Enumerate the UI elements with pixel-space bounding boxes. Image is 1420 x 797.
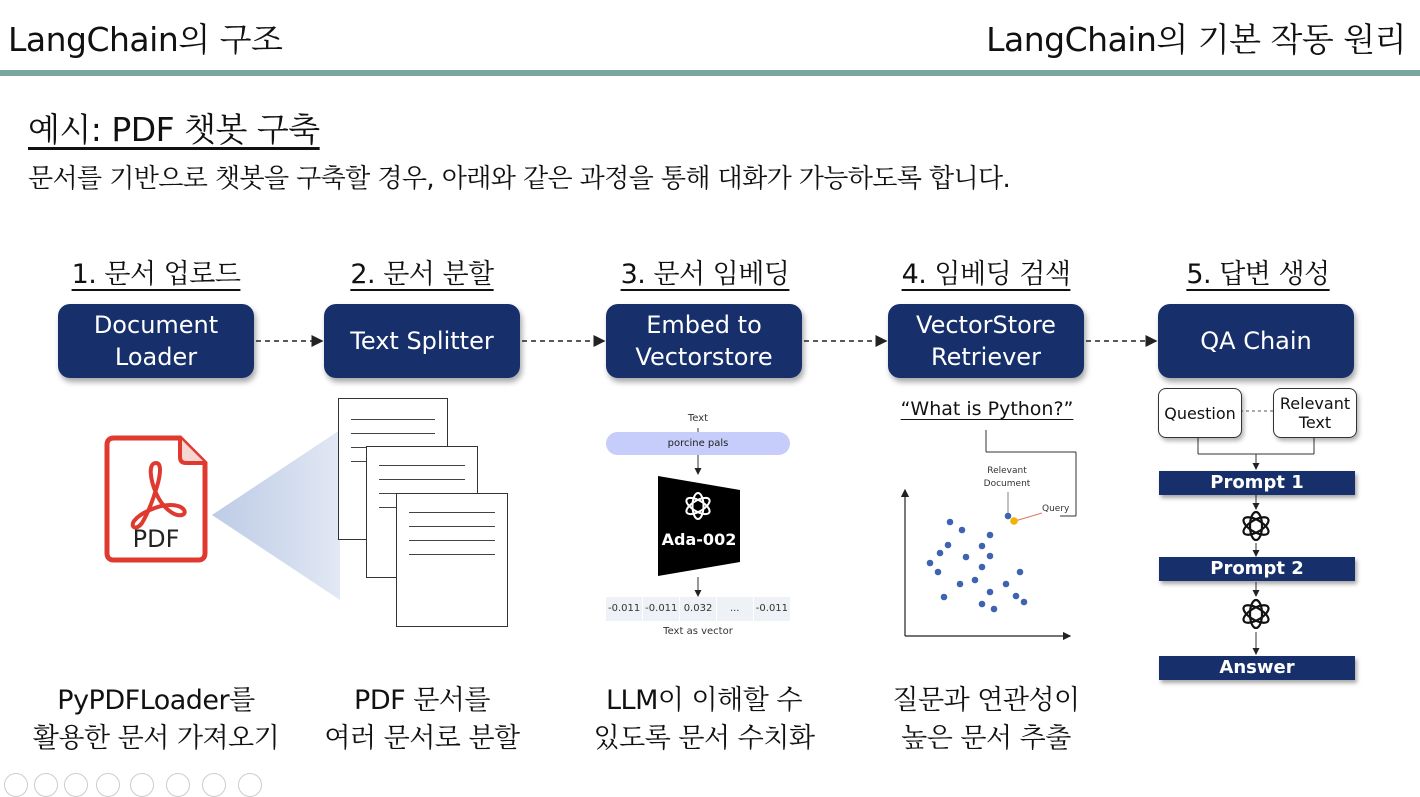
prompt-1-bar: Prompt 1 <box>1159 471 1355 495</box>
embedding-scatter-points <box>927 513 1028 613</box>
query-label: Query <box>1042 504 1070 514</box>
more-options-icon[interactable] <box>238 773 262 797</box>
next-slide-icon[interactable] <box>34 773 58 797</box>
step-3-caption: LLM이 이해할 수 있도록 문서 수치화 <box>593 685 815 754</box>
query-text: “What is Python?” <box>900 398 1074 420</box>
zoom-icon[interactable] <box>130 773 154 797</box>
relevant-text-box: Relevant Text <box>1273 388 1357 438</box>
vector-value: -0.011 <box>642 597 679 621</box>
query-point <box>1010 517 1018 525</box>
text-splitter-box: Text Splitter <box>324 304 520 378</box>
step-5-title: 5. 답변 생성 <box>1186 259 1330 290</box>
embedding-text-label: Text <box>687 413 709 424</box>
split-beam <box>212 430 340 600</box>
vector-value: -0.011 <box>607 603 641 614</box>
step-4-title: 4. 임베딩 검색 <box>901 259 1071 290</box>
document-loader-box: Document Loader <box>58 304 254 378</box>
example-description: 문서를 기반으로 챗봇을 구축할 경우, 아래와 같은 과정을 통해 대화가 가능하도록 합니다. <box>28 164 1011 194</box>
ada-model-shape <box>658 476 740 576</box>
example-title: 예시: PDF 챗봇 구축 <box>28 110 320 149</box>
prompt-2-bar: Prompt 2 <box>1159 557 1355 581</box>
answer-bar: Answer <box>1159 656 1355 680</box>
vector-value: ... <box>716 597 753 621</box>
openai-icon <box>1241 600 1271 628</box>
step-3-title: 3. 문서 임베딩 <box>620 259 790 290</box>
step-2-title: 2. 문서 분할 <box>350 259 494 290</box>
qa-chain-box: QA Chain <box>1158 304 1354 378</box>
step-4-caption: 질문과 연관성이 높은 문서 추출 <box>892 685 1080 754</box>
embed-vectorstore-box: Embed to Vectorstore <box>606 304 802 378</box>
vector-value: -0.011 <box>753 597 790 621</box>
prev-slide-icon[interactable] <box>4 773 28 797</box>
model-label: Ada-002 <box>661 530 737 549</box>
pdf-label: PDF <box>132 525 180 553</box>
slides-grid-icon[interactable] <box>96 773 120 797</box>
vector-value: 0.032 <box>679 597 715 621</box>
camera-icon[interactable] <box>202 773 226 797</box>
slide-section-title: LangChain의 구조 <box>8 20 283 59</box>
pen-icon[interactable] <box>64 773 88 797</box>
document-page <box>396 493 508 627</box>
pdf-file-icon <box>104 435 208 563</box>
question-box: Question <box>1158 388 1242 438</box>
step-1-caption: PyPDFLoader를 활용한 문서 가져오기 <box>32 685 280 754</box>
openai-icon <box>1241 512 1271 540</box>
step-1-title: 1. 문서 업로드 <box>71 259 241 290</box>
step-2-caption: PDF 문서를 여러 문서로 분할 <box>324 685 520 754</box>
vectorstore-retriever-box: VectorStore Retriever <box>888 304 1084 378</box>
relevant-document-label: Relevant Document <box>983 466 1031 489</box>
slide-topic-title: LangChain의 기본 작동 원리 <box>986 20 1406 59</box>
subtitles-icon[interactable] <box>166 773 190 797</box>
embedding-vector <box>606 597 790 621</box>
embedding-input-text: porcine pals <box>606 432 790 455</box>
vector-caption: Text as vector <box>663 626 733 637</box>
